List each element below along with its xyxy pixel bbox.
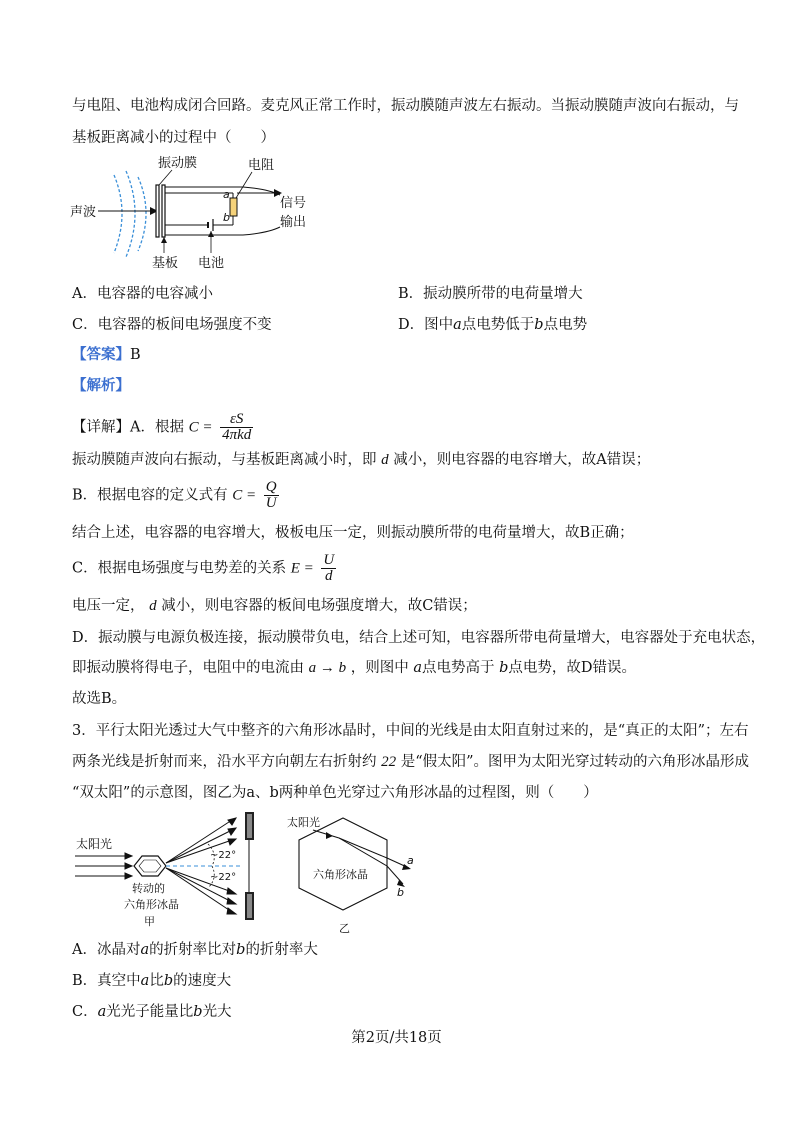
answer-label: 【答案】 xyxy=(72,346,130,363)
detail-line-9: 故选B。 xyxy=(72,691,127,707)
q2-option-c: C．电容器的板间电场强度不变 xyxy=(72,317,272,333)
formula-field: $\frac{U}{d}$ xyxy=(323,552,335,584)
q2-analysis-label: 【解析】 xyxy=(72,377,130,394)
yi-crystal-label: 六角形冰晶 xyxy=(313,868,368,881)
q3-stem-line3: “双太阳”的示意图，图乙为a、b两种单色光穿过六角形冰晶的过程图，则（ ） xyxy=(72,785,598,801)
label-resistor: 电阻 xyxy=(248,158,275,173)
resistor xyxy=(230,198,237,216)
label-a: a xyxy=(223,188,230,201)
detail-line-8: 即振动膜将得电子，电阻中的电流由 a → b ，则图中 a点电势高于 b点电势，故D错误。 xyxy=(72,660,637,676)
q2-answer-line xyxy=(72,345,141,365)
jia-caption-1: 转动的 xyxy=(132,882,165,895)
sound-wave-arc xyxy=(138,177,146,251)
formula-capacitance: $\frac{\varepsilon S}{\text{4πkd}}$ xyxy=(222,411,252,443)
detail-line-6: 电压一定， d 减小，则电容器的板间电场强度增大，故C错误； xyxy=(72,598,477,614)
page-footer: 第2页/共18页 xyxy=(351,1030,442,1046)
q3-option-b: B．真空中a比b的速度大 xyxy=(72,973,232,989)
label-signal2: 输出 xyxy=(280,215,307,230)
q3-stem-line2: 两条光线是折射而来，沿水平方向朝左右折射约 22 是“假太阳”。图甲为太阳光穿过转动的六角形冰晶形成 xyxy=(72,754,750,770)
detail-line-3: B．根据电容的定义式有 C = $\frac{Q}{U}$ xyxy=(72,479,277,511)
figure-yi xyxy=(285,810,425,938)
label-b: b xyxy=(223,211,230,224)
membrane-plate xyxy=(156,185,159,237)
q2-stem-line2: 基板距离减小的过程中（ ） xyxy=(72,130,275,146)
answer-value: B xyxy=(130,347,141,363)
q3-stem-line1: 3．平行太阳光透过大气中整齐的六角形冰晶时，中间的光线是由太阳直射过来的，是“真正的太阳”；左右 xyxy=(72,723,749,739)
yi-hexagon xyxy=(299,818,387,910)
yi-caption: 乙 xyxy=(339,922,350,935)
label-battery: 电池 xyxy=(198,256,225,271)
label-signal1: 信号 xyxy=(280,196,307,211)
label-sound: 声波 xyxy=(70,205,97,220)
formula-definition: $\frac{Q}{U}$ xyxy=(265,479,277,511)
yi-sunlight-label: 太阳光 xyxy=(287,816,320,829)
jia-caption-3: 甲 xyxy=(144,915,155,928)
formula-c-lhs: C = xyxy=(188,419,213,436)
figure-jia xyxy=(70,808,270,938)
detail-line-5: C．根据电场强度与电势差的关系 E = $\frac{U}{d}$ xyxy=(72,552,335,584)
label-membrane: 振动膜 xyxy=(158,156,198,171)
sound-wave-arc xyxy=(126,171,135,257)
q3-option-a: A．冰晶对a的折射率比对b的折射率大 xyxy=(72,942,318,958)
detail-line-2: 振动膜随声波向右振动，与基板距离减小时，即 d 减小，则电容器的电容增大，故A错误； xyxy=(72,452,651,468)
q3-option-c: C．a光光子能量比b光大 xyxy=(72,1004,232,1020)
q2-option-b: B．振动膜所带的电荷量增大 xyxy=(398,286,583,302)
jia-caption-2: 六角形冰晶 xyxy=(124,898,179,911)
yi-label-a: a xyxy=(407,854,414,867)
yi-label-b: b xyxy=(397,886,404,899)
microphone-diagram xyxy=(68,155,328,273)
sound-wave-arc xyxy=(114,175,122,253)
detail-line-1: 【详解】A．根据 C = $\frac{\varepsilon S}{\text{4πkd}}$ xyxy=(72,411,252,443)
substrate-plate xyxy=(162,185,165,237)
q2-stem-line1: 与电阻、电池构成闭合回路。麦克风正常工作时，振动膜随声波左右振动。当振动膜随声波向右振动，与 xyxy=(72,98,739,114)
angle-bottom: ~22° xyxy=(210,872,237,883)
label-substrate: 基板 xyxy=(152,256,179,271)
angle-top: ~22° xyxy=(210,850,237,861)
jia-sunlight-label: 太阳光 xyxy=(76,837,113,851)
detail-line-4: 结合上述，电容器的电容增大，极板电压一定，则振动膜所带的电荷量增大，故B正确； xyxy=(72,525,634,541)
q2-option-a: A．电容器的电容减小 xyxy=(72,286,213,302)
q2-option-d: D．图中a点电势低于b点电势 xyxy=(398,317,588,333)
detail-line-7: D．振动膜与电源负极连接，振动膜带负电，结合上述可知，电容器所带电荷量增大，电容器处于充电状态， xyxy=(72,630,766,646)
